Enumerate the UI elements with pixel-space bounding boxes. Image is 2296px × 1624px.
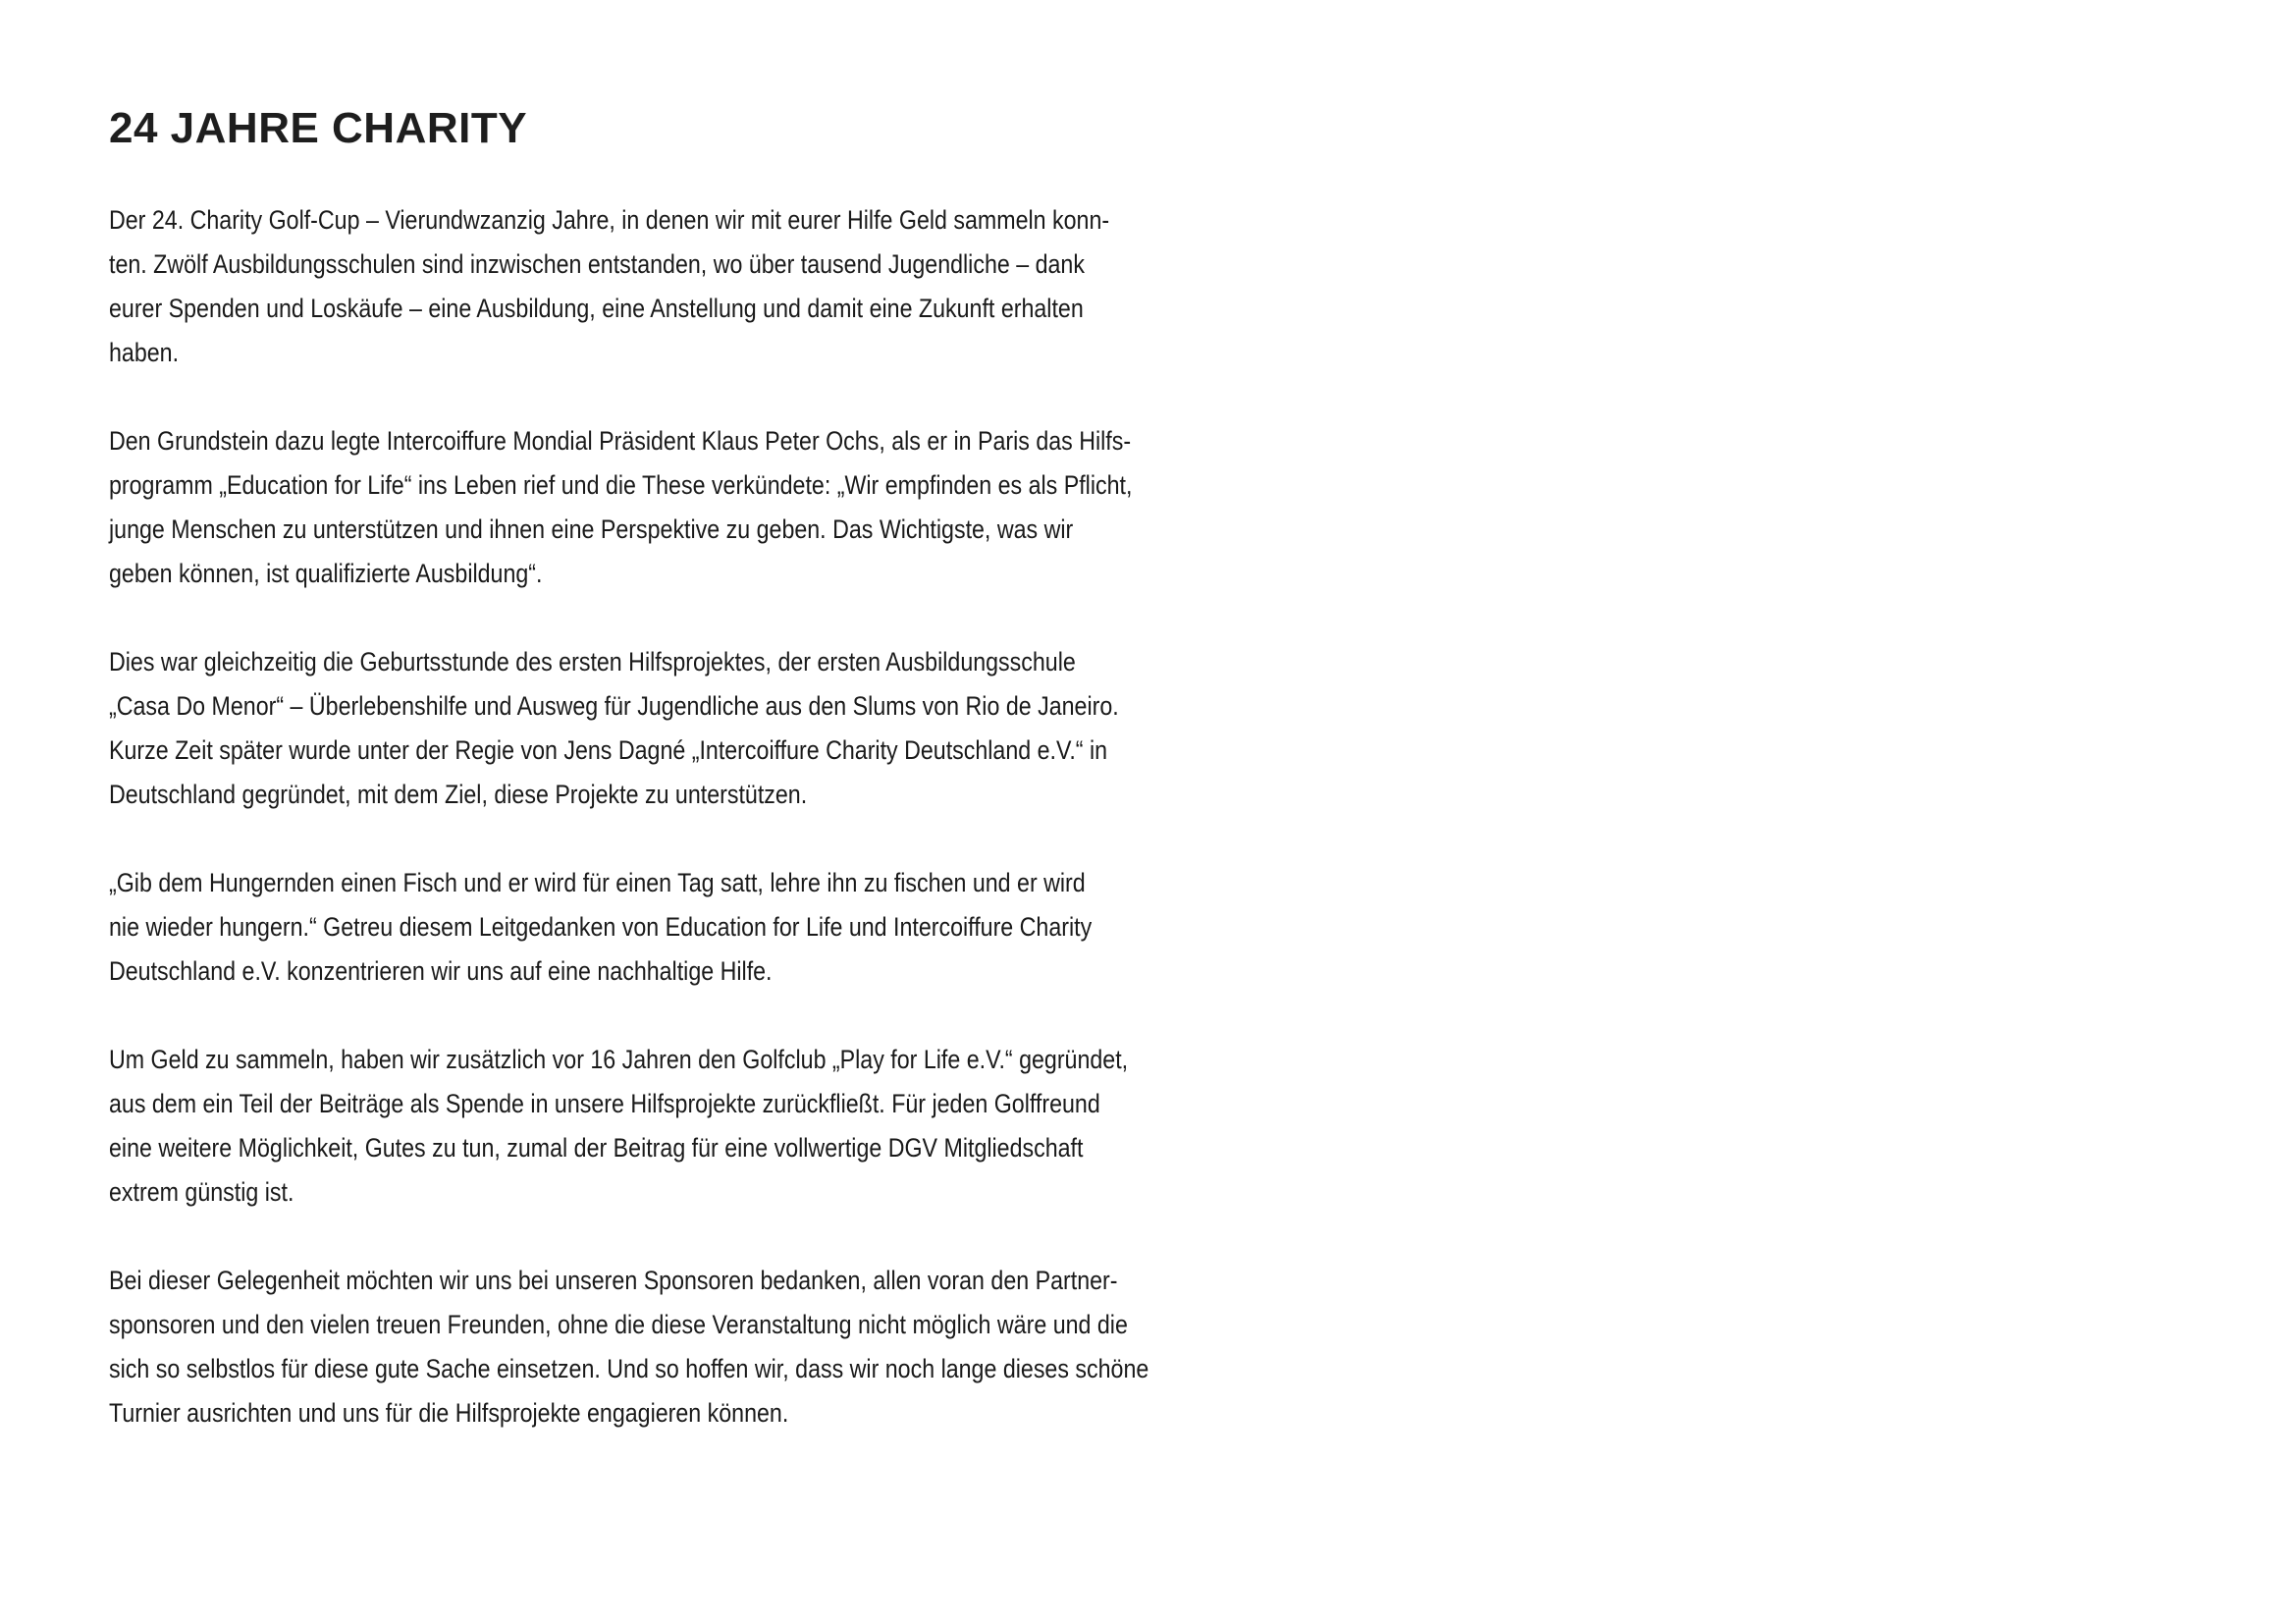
- text-line: junge Menschen zu unterstützen und ihnen eine Perspektive zu geben. Das Wichtigste, was wir: [109, 514, 1074, 544]
- text-line: Deutschland gegründet, mit dem Ziel, diese Projekte zu unterstützen.: [109, 780, 808, 809]
- text-line: Der 24. Charity Golf-Cup – Vierundwzanzig Jahre, in denen wir mit eurer Hilfe Geld sammeln konn-: [109, 205, 1110, 235]
- text-line: ten. Zwölf Ausbildungsschulen sind inzwischen entstanden, wo über tausend Jugendliche – dank: [109, 249, 1085, 279]
- paragraph: [109, 861, 1135, 994]
- text-line: haben.: [109, 338, 180, 367]
- text-line: Um Geld zu sammeln, haben wir zusätzlich vor 16 Jahren den Golfclub „Play for Life e.V.“ gegründet,: [109, 1045, 1129, 1074]
- text-line: „Gib dem Hungernden einen Fisch und er wird für einen Tag satt, lehre ihn zu fischen und er wird: [109, 868, 1086, 897]
- paragraph: [109, 198, 1135, 375]
- text-line: „Casa Do Menor“ – Überlebenshilfe und Ausweg für Jugendliche aus den Slums von Rio de Janeiro.: [109, 691, 1119, 721]
- text-line: nie wieder hungern.“ Getreu diesem Leitgedanken von Education for Life und Intercoiffure Charity: [109, 912, 1093, 942]
- paragraph: [109, 419, 1135, 596]
- text-line: sponsoren und den vielen treuen Freunden, ohne die diese Veranstaltung nicht möglich wäre und die: [109, 1310, 1128, 1339]
- text-line: Den Grundstein dazu legte Intercoiffure Mondial Präsident Klaus Peter Ochs, als er in Paris das Hilfs-: [109, 426, 1132, 456]
- text-line: Deutschland e.V. konzentrieren wir uns auf eine nachhaltige Hilfe.: [109, 956, 773, 986]
- text-line: programm „Education for Life“ ins Leben rief und die These verkündete: „Wir empfinden es als Pflicht,: [109, 470, 1133, 500]
- text-line: sich so selbstlos für diese gute Sache einsetzen. Und so hoffen wir, dass wir noch lange dieses schöne: [109, 1354, 1149, 1383]
- paragraph: [109, 1038, 1135, 1215]
- paragraph: [109, 640, 1135, 817]
- content-column: [109, 98, 1149, 1480]
- text-line: eine weitere Möglichkeit, Gutes zu tun, zumal der Beitrag für eine vollwertige DGV Mitgliedschaft: [109, 1133, 1084, 1163]
- text-line: Bei dieser Gelegenheit möchten wir uns bei unseren Sponsoren bedanken, allen voran den Partner-: [109, 1266, 1118, 1295]
- text-line: Dies war gleichzeitig die Geburtsstunde des ersten Hilfsprojektes, der ersten Ausbildungsschule: [109, 647, 1076, 677]
- text-line: extrem günstig ist.: [109, 1177, 294, 1207]
- text-line: aus dem ein Teil der Beiträge als Spende in unsere Hilfsprojekte zurückfließt. Für jeden Golffreund: [109, 1089, 1100, 1118]
- page-title: 24 JAHRE CHARITY: [109, 104, 528, 152]
- paragraph: [109, 1259, 1149, 1435]
- text-line: Turnier ausrichten und uns für die Hilfsprojekte engagieren können.: [109, 1398, 789, 1428]
- text-line: Kurze Zeit später wurde unter der Regie von Jens Dagné „Intercoiffure Charity Deutschland e.V.“ in: [109, 735, 1108, 765]
- text-line: geben können, ist qualifizierte Ausbildung“.: [109, 559, 543, 588]
- text-line: eurer Spenden und Loskäufe – eine Ausbildung, eine Anstellung und damit eine Zukunft erhalten: [109, 294, 1084, 323]
